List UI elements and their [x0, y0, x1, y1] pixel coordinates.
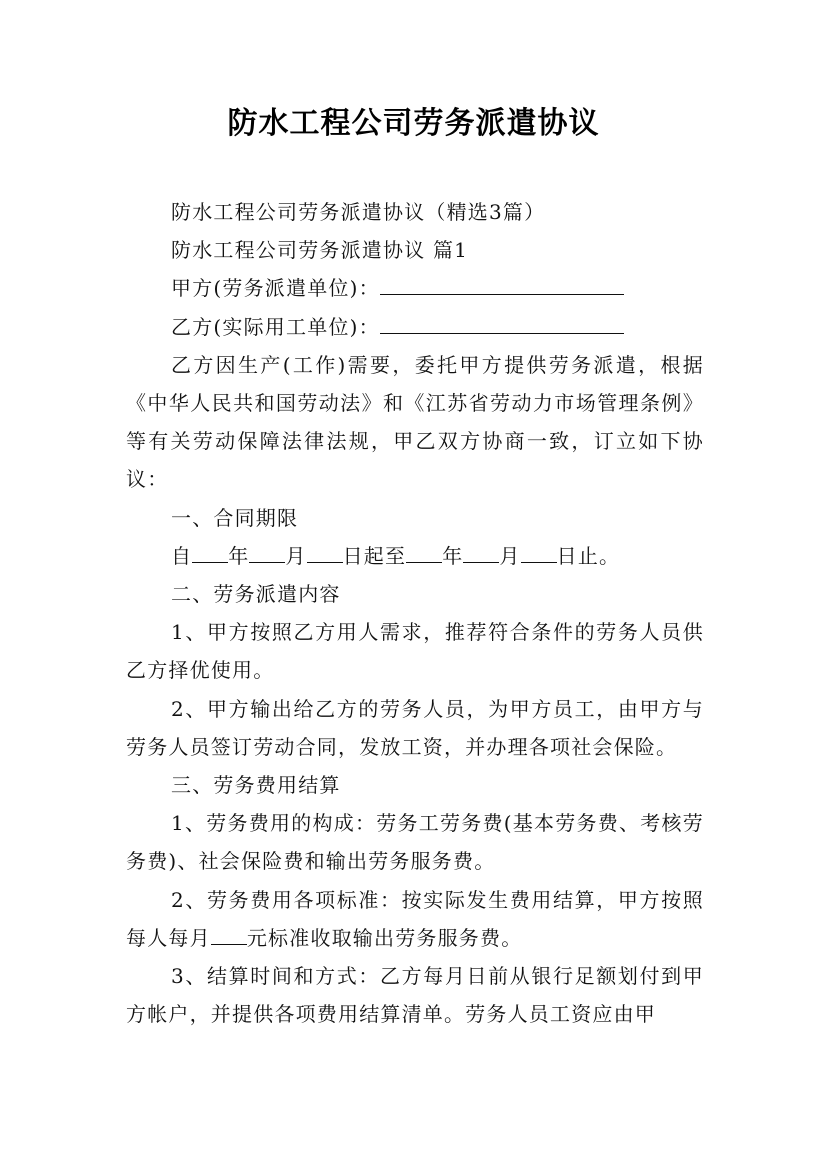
- term-month-2: 月: [499, 543, 521, 568]
- service-fee-blank: [211, 920, 247, 945]
- document-body: [126, 193, 704, 1033]
- party-b-label: 乙方(实际用工单位)：: [171, 314, 380, 339]
- heading-fee-settlement: 三、劳务费用结算: [171, 773, 341, 798]
- start-year-blank: [192, 538, 228, 563]
- end-day-blank: [521, 538, 557, 563]
- start-month-blank: [249, 538, 285, 563]
- heading-dispatch-content: 二、劳务派遣内容: [171, 582, 341, 607]
- contract-term-line: [126, 537, 704, 575]
- term-year-2: 年: [442, 543, 464, 568]
- clause-3-1: 1、劳务费用的构成：劳务工劳务费(基本劳务费、考核劳务费)、社会保险费和输出劳务服务费。: [126, 811, 704, 874]
- end-month-blank: [463, 538, 499, 563]
- clause-2-1: 1、甲方按照乙方用人需求，推荐符合条件的劳务人员供乙方择优使用。: [126, 620, 704, 683]
- clause-3-2-after: 元标准收取输出劳务服务费。: [246, 925, 523, 950]
- term-day-2: 日止。: [556, 543, 621, 568]
- intro-paragraph: 乙方因生产(工作)需要，委托甲方提供劳务派遣，根据《中华人民共和国劳动法》和《江苏省劳动力市场管理条例》等有关劳动保障法律法规，甲乙双方协商一致，订立如下协议：: [126, 352, 704, 492]
- end-year-blank: [406, 538, 442, 563]
- party-b-line: [126, 308, 704, 346]
- party-b-blank: [380, 309, 624, 334]
- document-title: 防水工程公司劳务派遣协议: [227, 106, 600, 141]
- clause-2-2: 2、甲方输出给乙方的劳务人员，为甲方员工，由甲方与劳务人员签订劳动合同，发放工资，并办理各项社会保险。: [126, 696, 704, 759]
- section-title: 防水工程公司劳务派遣协议 篇1: [171, 238, 469, 263]
- clause-3-2: [126, 881, 704, 957]
- term-from: 自: [171, 543, 193, 568]
- clause-3-2-before: 2、劳务费用各项标准：按实际发生费用结算，甲方按照每人每月: [126, 887, 704, 950]
- party-a-blank: [380, 270, 624, 295]
- heading-contract-term: 一、合同期限: [171, 505, 299, 530]
- clause-3-3: 3、结算时间和方式：乙方每月日前从银行足额划付到甲方帐户，并提供各项费用结算清单。劳务人员工资应由甲: [126, 964, 704, 1027]
- party-a-line: [126, 269, 704, 307]
- party-a-label: 甲方(劳务派遣单位)：: [171, 276, 380, 301]
- term-day-1: 日起至: [342, 543, 407, 568]
- term-year-1: 年: [228, 543, 250, 568]
- start-day-blank: [307, 538, 343, 563]
- document-subtitle: 防水工程公司劳务派遣协议（精选3篇）: [171, 200, 546, 224]
- term-month-1: 月: [285, 543, 307, 568]
